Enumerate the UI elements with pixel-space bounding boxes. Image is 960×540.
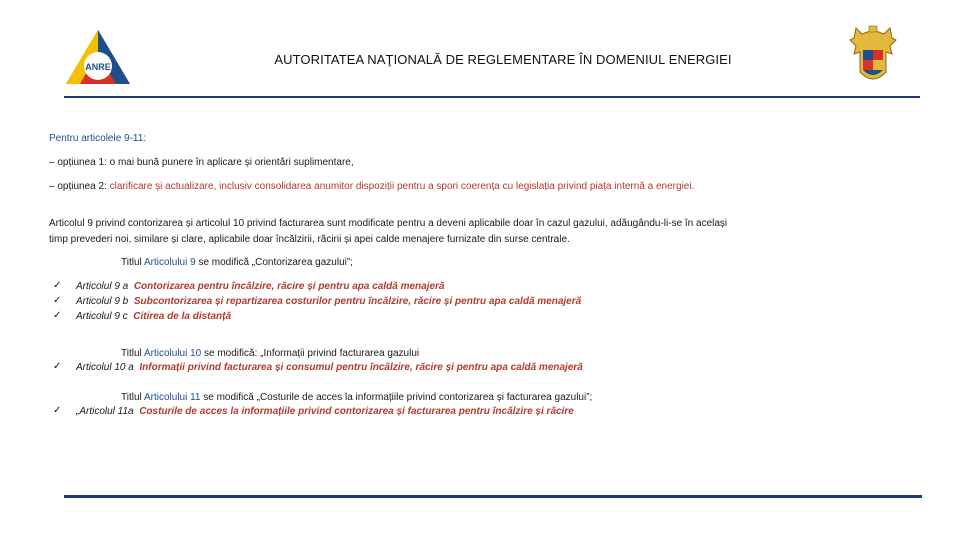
option-2 bbox=[49, 180, 694, 193]
option-2-prefix: – opțiunea 2: bbox=[49, 181, 110, 192]
check-icon: ✓ bbox=[53, 361, 62, 372]
page-title: AUTORITATEA NAŢIONALĂ DE REGLEMENTARE ÎN DOMENIUL ENERGIEI bbox=[274, 52, 732, 67]
check-icon: ✓ bbox=[53, 295, 62, 306]
header-divider bbox=[64, 96, 920, 98]
check-icon: ✓ bbox=[53, 405, 62, 416]
article-10a: Articolul 10 a Informații privind facturarea și consumul pentru încălzire, răcire și pentru apa caldă menajeră bbox=[76, 362, 583, 373]
article-9c: Articolul 9 c Citirea de la distanță bbox=[76, 311, 232, 322]
article-9-title: Titlul Articolului 9 se modifică „Contorizarea gazului”; bbox=[121, 257, 353, 268]
footer-divider bbox=[64, 495, 922, 498]
coat-of-arms-icon bbox=[848, 24, 898, 88]
check-icon: ✓ bbox=[53, 310, 62, 321]
article-10-title: Titlul Articolului 10 se modifică: „Informații privind facturarea gazului bbox=[121, 348, 420, 359]
article-11-title: Titlul Articolului 11 se modifică „Costurile de acces la informațiile privind contorizarea și facturarea gazului”; bbox=[121, 392, 593, 403]
paragraph-line-2: timp prevederi noi, similare și clare, aplicabile doar încălzirii, răcirii și apei calde menajere furnizate din surse centrale. bbox=[49, 234, 570, 245]
logo-text: ANRE bbox=[85, 62, 111, 72]
option-2-highlight: clarificare și actualizare, inclusiv consolidarea anumitor dispoziții pentru a spori coerența cu legislația privind piața internă a energiei. bbox=[109, 181, 695, 192]
option-1: – opțiunea 1: o mai bună punere în aplicare și orientări suplimentare, bbox=[49, 157, 354, 168]
article-11a: „Articolul 11a Costurile de acces la informațiile privind contorizarea și facturarea pentru încălzire și răcire bbox=[76, 406, 574, 417]
article-9b: Articolul 9 b Subcontorizarea și repartizarea costurilor pentru încălzire, răcire și pentru apa caldă menajeră bbox=[76, 296, 582, 307]
paragraph-line-1: Articolul 9 privind contorizarea și articolul 10 privind facturarea sunt modificate pentru a deveni aplicabile doar în cazul gazului, adăugându-li-se în același bbox=[49, 218, 728, 229]
check-icon: ✓ bbox=[53, 280, 62, 291]
article-9a: Articolul 9 a Contorizarea pentru încălzire, răcire și pentru apa caldă menajeră bbox=[76, 281, 445, 292]
section-heading: Pentru articolele 9-11: bbox=[49, 133, 147, 144]
